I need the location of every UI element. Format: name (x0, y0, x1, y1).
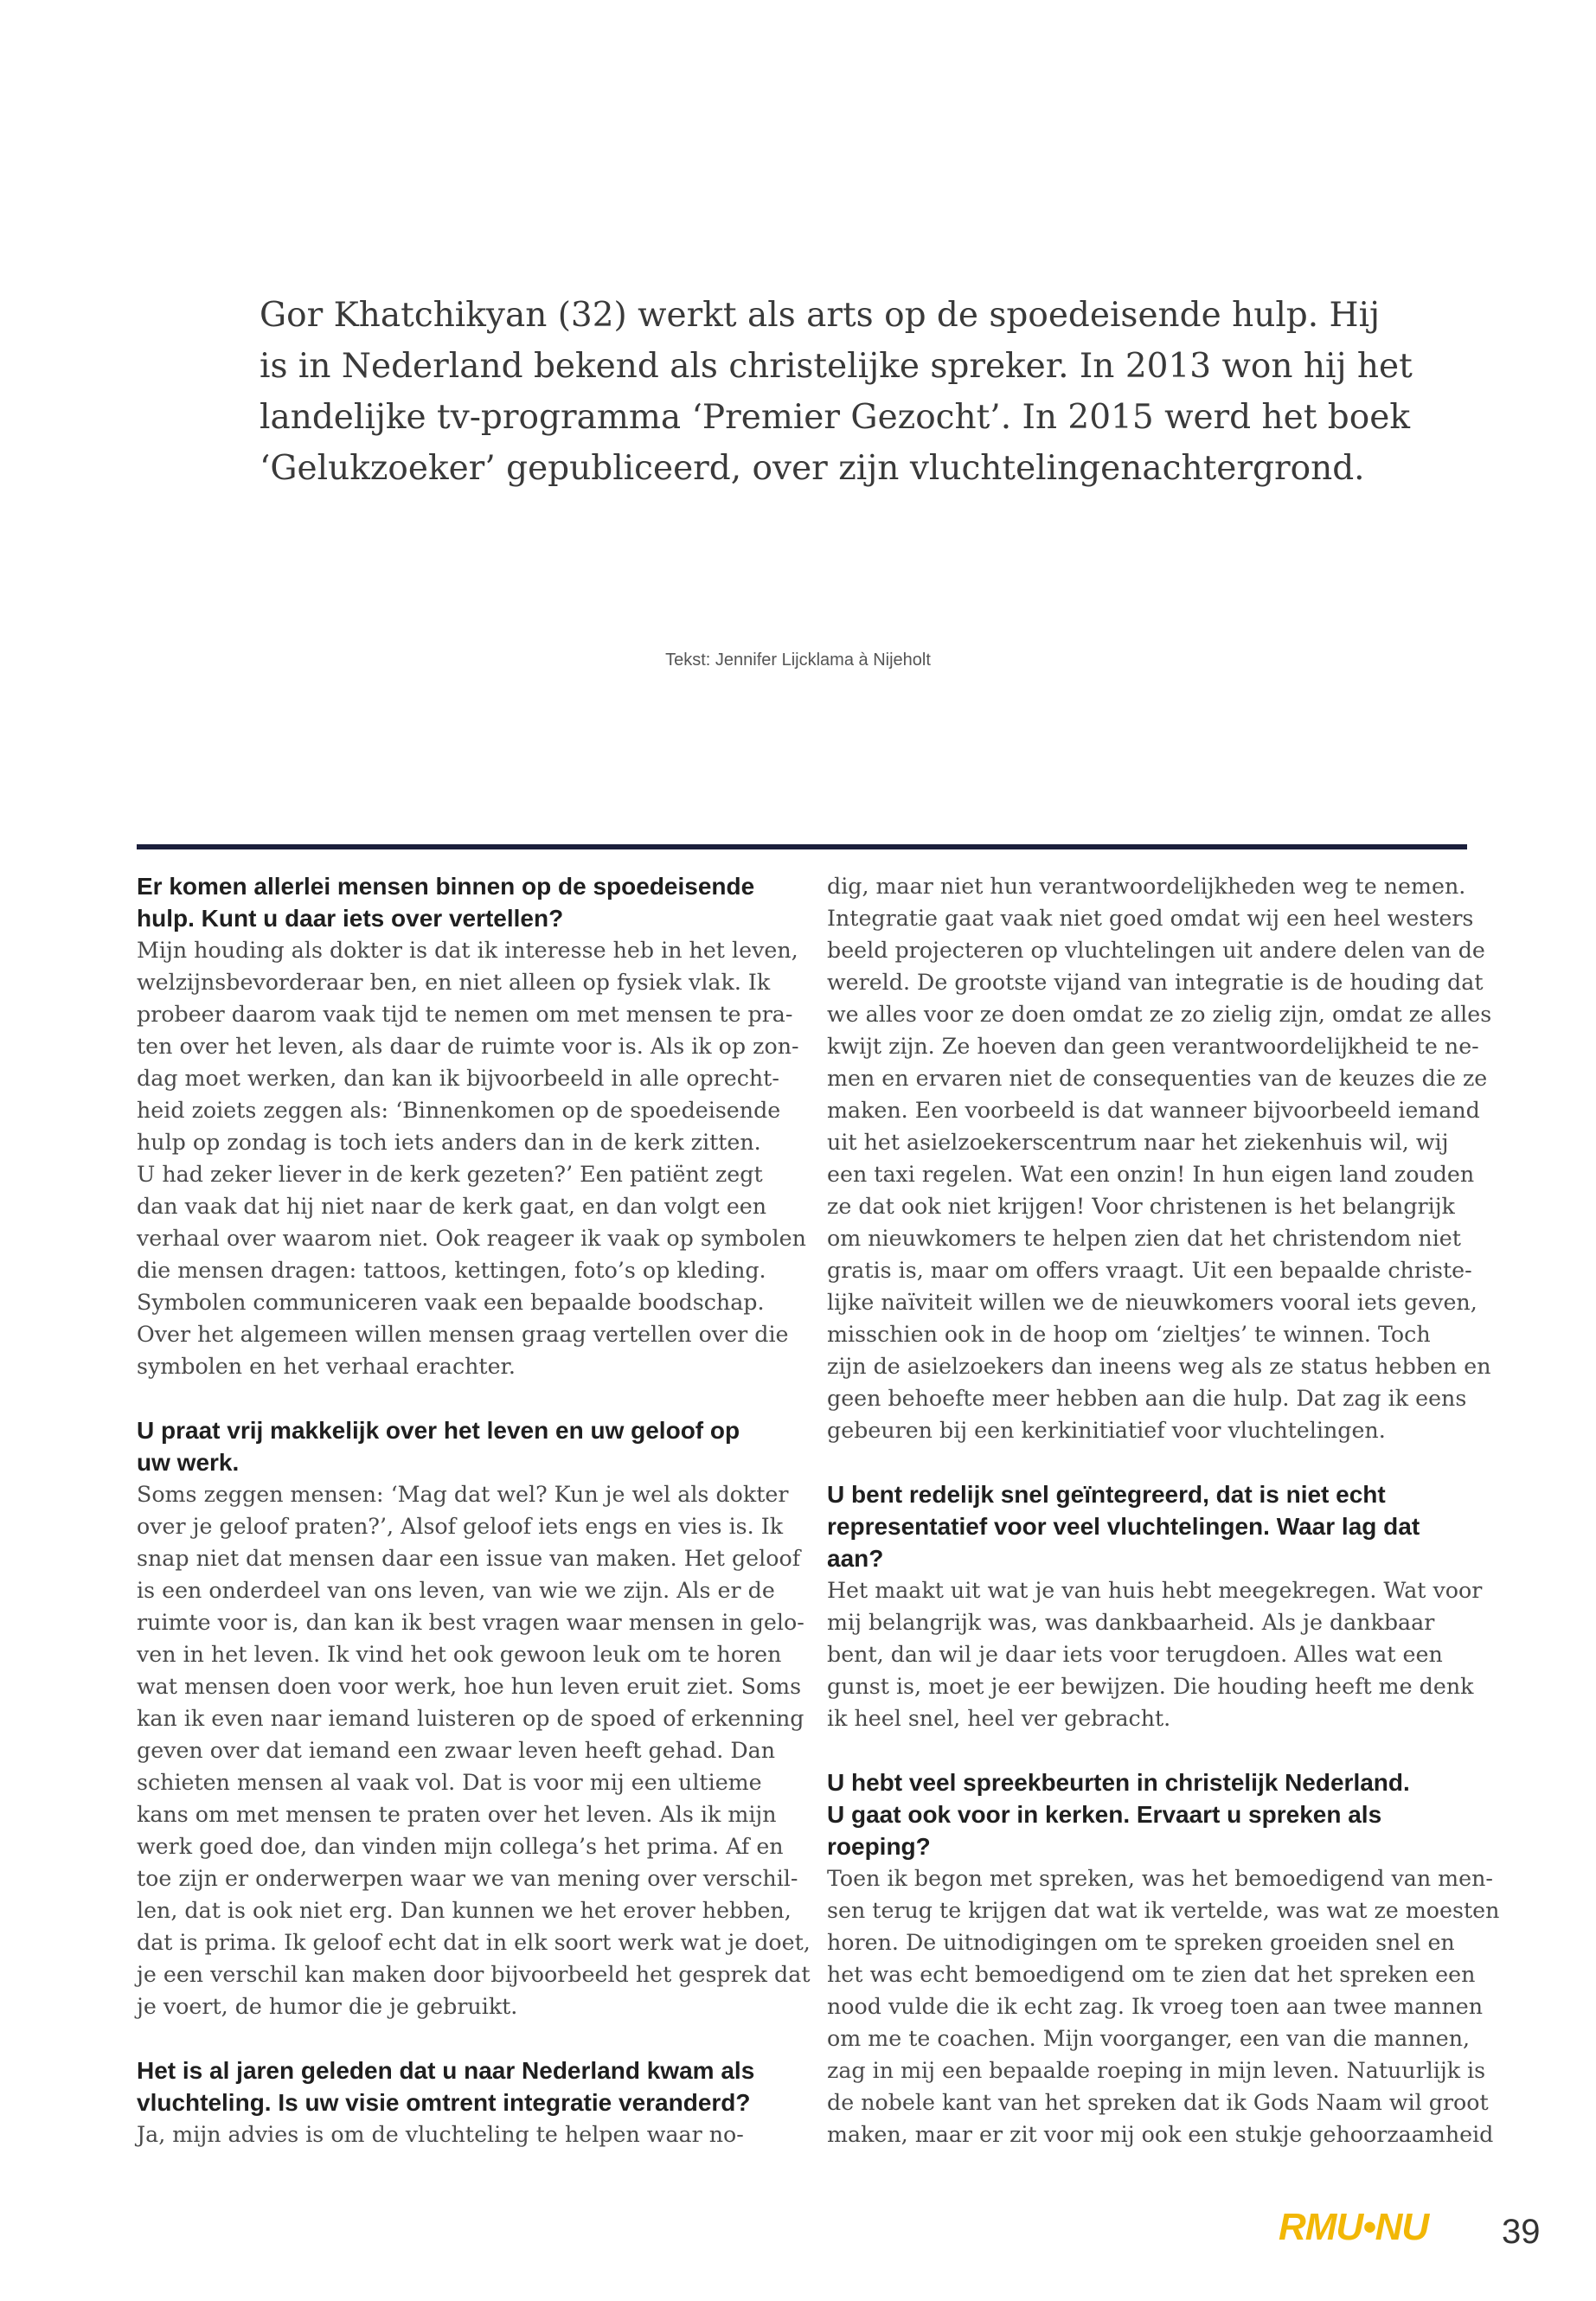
answer-line: dat is prima. Ik geloof echt dat in elk soort werk wat je doet, (137, 1930, 811, 1955)
answer-paragraph (137, 2118, 781, 2150)
answer-line: over je geloof praten?’, Alsof geloof iets engs en vies is. Ik (137, 1514, 784, 1539)
answer-line: Ja, mijn advies is om de vluchteling te helpen waar no- (137, 2122, 744, 2147)
answer-line: misschien ook in de hoop om ‘zieltjes’ te winnen. Toch (827, 1322, 1431, 1347)
answer-line: uit het asielzoekerscentrum naar het ziekenhuis wil, wij (827, 1130, 1449, 1155)
answer-line: nood vulde die ik echt zag. Ik vroeg toen aan twee mannen (827, 1994, 1484, 2019)
answer-paragraph (137, 1478, 811, 2022)
right-column (827, 870, 1500, 2150)
answer-line: U had zeker liever in de kerk gezeten?’ Een patiënt zegt (137, 1162, 763, 1187)
question-line: hulp. Kunt u daar iets over vertellen? (137, 905, 564, 932)
answer-line: symbolen en het verhaal erachter. (137, 1354, 516, 1379)
answer-line: maken. Een voorbeeld is dat wanneer bijvoorbeeld iemand (827, 1098, 1480, 1123)
answer-line: Soms zeggen mensen: ‘Mag dat wel? Kun je wel als dokter (137, 1482, 789, 1507)
answer-line: een taxi regelen. Wat een onzin! In hun eigen land zouden (827, 1162, 1475, 1187)
question-line: vluchteling. Is uw visie omtrent integratie veranderd? (137, 2089, 751, 2116)
answer-line: toe zijn er onderwerpen waar we van mening over verschil- (137, 1866, 798, 1891)
question-line: U gaat ook voor in kerken. Ervaart u spreken als (827, 1801, 1382, 1828)
answer-line: kans om met mensen te praten over het leven. Als ik mijn (137, 1802, 777, 1827)
answer-line: wereld. De grootste vijand van integratie is de houding dat (827, 970, 1484, 995)
answer-paragraph (827, 1862, 1500, 2150)
answer-line: Toen ik begon met spreken, was het bemoedigend van men- (827, 1866, 1493, 1891)
answer-line: wat mensen doen voor werk, hoe hun leven eruit ziet. Soms (137, 1674, 802, 1699)
answer-line: dig, maar niet hun verantwoordelijkheden weg te nemen. (827, 874, 1466, 899)
answer-line: heid zoiets zeggen als: ‘Binnenkomen op de spoedeisende (137, 1098, 781, 1123)
answer-line: Mijn houding als dokter is dat ik interesse heb in het leven, (137, 938, 798, 963)
answer-line: sen terug te krijgen dat wat ik vertelde, was wat ze moesten (827, 1898, 1500, 1923)
answer-line: ik heel snel, heel ver gebracht. (827, 1706, 1171, 1731)
answer-line: Het maakt uit wat je van huis hebt meegekregen. Wat voor (827, 1578, 1483, 1603)
answer-line: Symbolen communiceren vaak een bepaalde boodschap. (137, 1290, 765, 1315)
answer-line: men en ervaren niet de consequenties van de keuzes die ze (827, 1066, 1488, 1091)
answer-line: gunst is, moet je eer bewijzen. Die houding heeft me denk (827, 1674, 1474, 1699)
answer-line: die mensen dragen: tattoos, kettingen, foto’s op kleding. (137, 1258, 766, 1283)
answer-line: lijke naïviteit willen we de nieuwkomers vooral iets geven, (827, 1290, 1477, 1315)
answer-line: ruimte voor is, dan kan ik best vragen waar mensen in gelo- (137, 1610, 804, 1635)
intro-line: Gor Khatchikyan (32) werkt als arts op de spoedeisende hulp. Hij (260, 296, 1381, 335)
answer-line: bent, dan wil je daar iets voor terugdoen. Alles wat een (827, 1642, 1443, 1667)
answer-line: het was echt bemoedigend om te zien dat het spreken een (827, 1962, 1476, 1987)
answer-line: geven over dat iemand een zwaar leven heeft gehad. Dan (137, 1738, 776, 1763)
question-line: Het is al jaren geleden dat u naar Nederland kwam als (137, 2057, 755, 2084)
answer-paragraph (137, 934, 806, 1382)
answer-line: maken, maar er zit voor mij ook een stukje gehoorzaamheid (827, 2122, 1494, 2147)
answer-line: werk goed doe, dan vinden mijn collega’s het prima. Af en (137, 1834, 784, 1859)
answer-paragraph (827, 870, 1492, 1446)
answer-line: ze dat ook niet krijgen! Voor christenen is het belangrijk (827, 1194, 1455, 1219)
answer-line: kwijt zijn. Ze hoeven dan geen verantwoordelijkheid te ne- (827, 1034, 1479, 1059)
question-line: U praat vrij makkelijk over het leven en uw geloof op (137, 1417, 740, 1444)
question-heading (137, 2054, 781, 2118)
byline: Tekst: Jennifer Lijcklama à Nijeholt (665, 651, 931, 670)
answer-line: de nobele kant van het spreken dat ik Gods Naam wil groot (827, 2090, 1489, 2115)
question-heading (827, 1766, 1471, 1862)
answer-line: schieten mensen al vaak vol. Dat is voor mij een ultieme (137, 1770, 762, 1795)
answer-line: je een verschil kan maken door bijvoorbeeld het gesprek dat (137, 1962, 811, 1987)
answer-line: dan vaak dat hij niet naar de kerk gaat, en dan volgt een (137, 1194, 767, 1219)
answer-line: ven in het leven. Ik vind het ook gewoon leuk om te horen (137, 1642, 782, 1667)
answer-line: hulp op zondag is toch iets anders dan in de kerk zitten. (137, 1130, 761, 1155)
intro-line: is in Nederland bekend als christelijke spreker. In 2013 won hij het (260, 347, 1413, 386)
answer-line: welzijnsbevorderaar ben, en niet alleen op fysiek vlak. Ik (137, 970, 771, 995)
answer-line: om me te coachen. Mijn voorganger, een van die mannen, (827, 2026, 1471, 2051)
question-line: U bent redelijk snel geïntegreerd, dat is niet echt (827, 1481, 1386, 1508)
intro-line: ‘Gelukzoeker’ gepubliceerd, over zijn vluchtelingenachtergrond. (260, 449, 1365, 488)
section-divider (137, 844, 1467, 849)
question-line: roeping? (827, 1833, 931, 1860)
answer-line: beeld projecteren op vluchtelingen uit andere delen van de (827, 938, 1485, 963)
answer-line: dag moet werken, dan kan ik bijvoorbeeld in alle oprecht- (137, 1066, 779, 1091)
answer-line: zag in mij een bepaalde roeping in mijn leven. Natuurlijk is (827, 2058, 1486, 2083)
question-heading (137, 1414, 781, 1478)
answer-line: je voert, de humor die je gebruikt. (137, 1994, 518, 2019)
answer-line: is een onderdeel van ons leven, van wie we zijn. Als er de (137, 1578, 775, 1603)
left-column (137, 870, 811, 2150)
intro-line: landelijke tv-programma ‘Premier Gezocht’. In 2015 werd het boek (260, 398, 1410, 437)
question-line: uw werk. (137, 1449, 240, 1476)
answer-line: probeer daarom vaak tijd te nemen om met mensen te pra- (137, 1002, 793, 1027)
page-number: 39 (1502, 2213, 1541, 2251)
answer-paragraph (827, 1574, 1483, 1734)
answer-line: we alles voor ze doen omdat ze zo zielig zijn, omdat ze alles (827, 1002, 1492, 1027)
answer-line: mij belangrijk was, was dankbaarheid. Als je dankbaar (827, 1610, 1435, 1635)
answer-line: ten over het leven, als daar de ruimte voor is. Als ik op zon- (137, 1034, 799, 1059)
rmu-nu-logo: RMU•NU (1279, 2206, 1429, 2248)
question-heading (827, 1478, 1471, 1574)
answer-line: horen. De uitnodigingen om te spreken groeiden snel en (827, 1930, 1455, 1955)
answer-line: snap niet dat mensen daar een issue van maken. Het geloof (137, 1546, 801, 1571)
answer-line: om nieuwkomers te helpen zien dat het christendom niet (827, 1226, 1461, 1251)
answer-line: len, dat is ook niet erg. Dan kunnen we het erover hebben, (137, 1898, 792, 1923)
answer-line: gratis is, maar om offers vraagt. Uit een bepaalde christe- (827, 1258, 1472, 1283)
question-line: Er komen allerlei mensen binnen op de spoedeisende (137, 873, 755, 900)
question-line: U hebt veel spreekbeurten in christelijk Nederland. (827, 1769, 1410, 1796)
answer-line: verhaal over waarom niet. Ook reageer ik vaak op symbolen (137, 1226, 806, 1251)
intro-lead (260, 290, 1413, 494)
answer-line: kan ik even naar iemand luisteren op de spoed of erkenning (137, 1706, 804, 1731)
question-line: representatief voor veel vluchtelingen. Waar lag dat (827, 1513, 1420, 1540)
answer-line: Over het algemeen willen mensen graag vertellen over die (137, 1322, 789, 1347)
question-line: aan? (827, 1545, 884, 1572)
answer-line: gebeuren bij een kerkinitiatief voor vluchtelingen. (827, 1418, 1386, 1443)
answer-line: geen behoefte meer hebben aan die hulp. Dat zag ik eens (827, 1386, 1467, 1411)
answer-line: Integratie gaat vaak niet goed omdat wij een heel westers (827, 906, 1474, 931)
answer-line: zijn de asielzoekers dan ineens weg als ze status hebben en (827, 1354, 1491, 1379)
question-heading (137, 870, 781, 934)
